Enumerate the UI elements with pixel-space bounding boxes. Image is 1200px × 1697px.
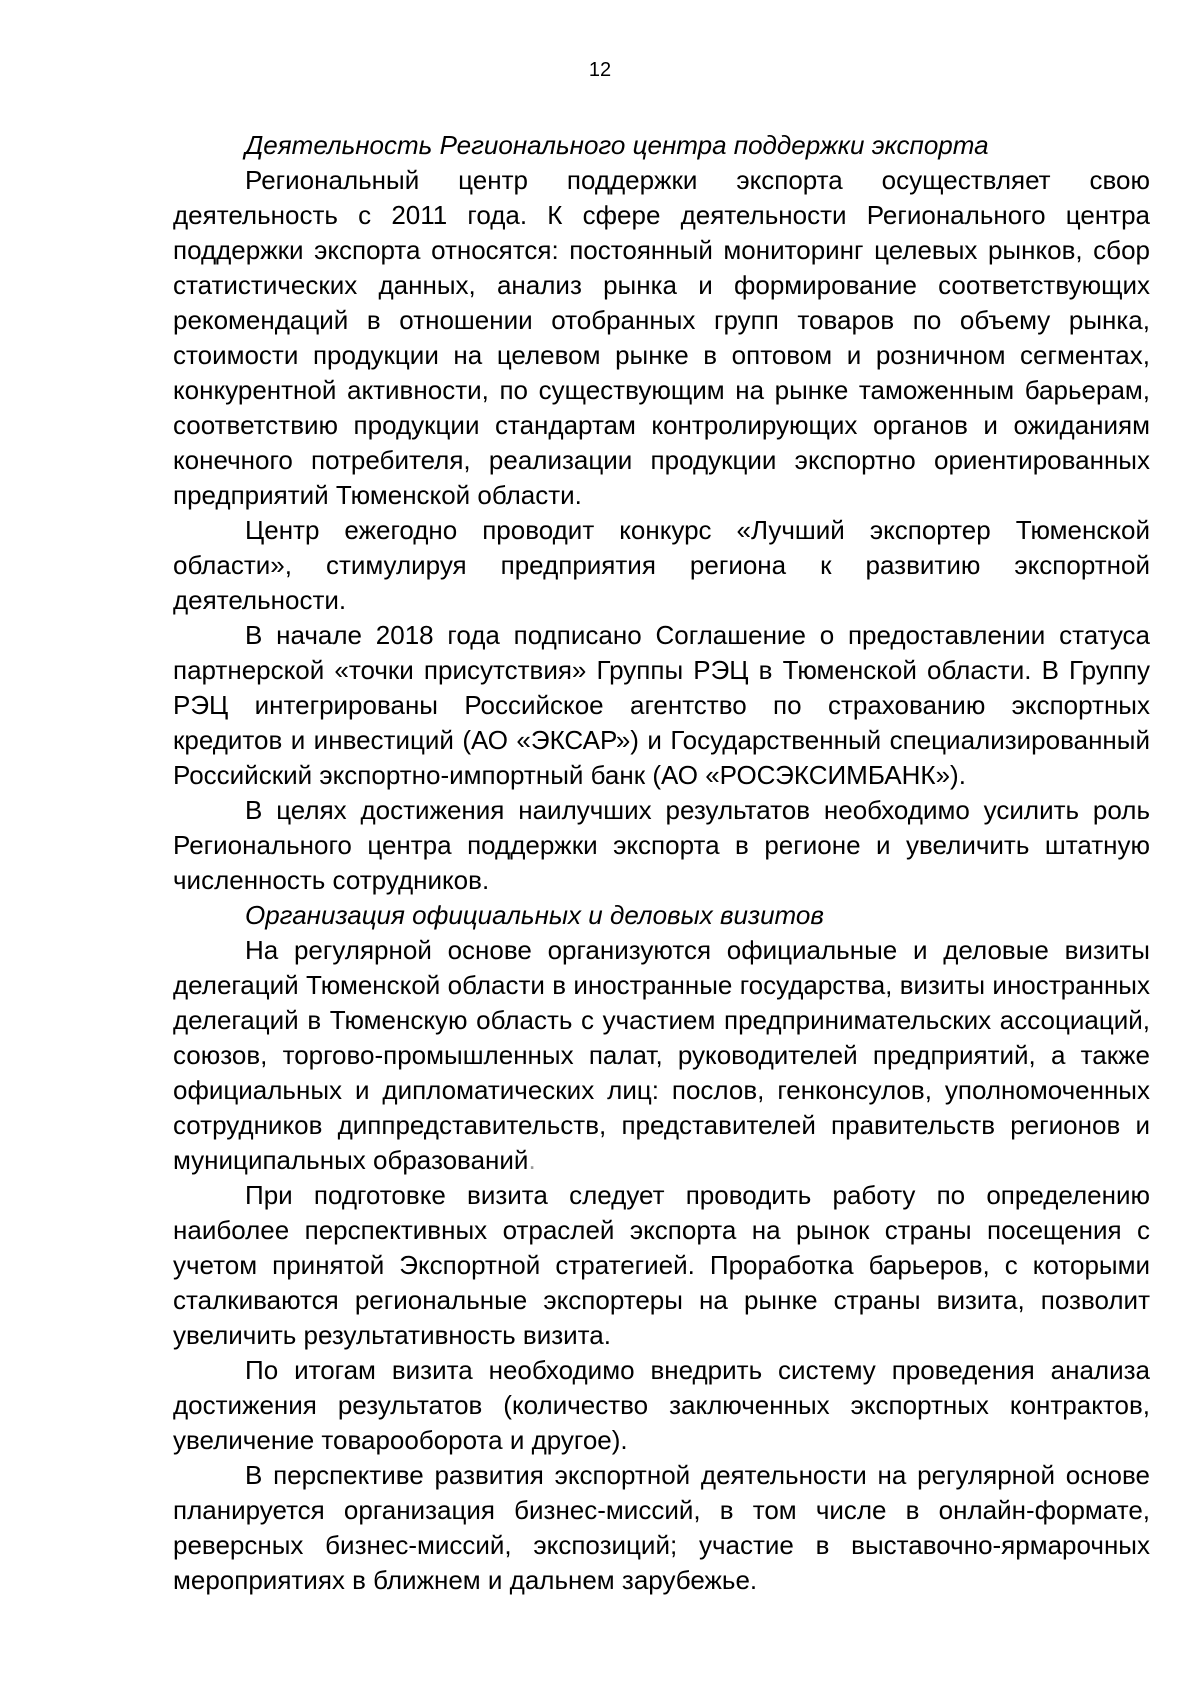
trailing-period: . xyxy=(528,1145,536,1175)
page-number: 12 xyxy=(588,59,612,81)
paragraph-visit-results-analysis: По итогам визита необходимо внедрить систему проведения анализа достижения результатов (количество заключенных экспортных контрактов, увеличение товарооборота и другое). xyxy=(173,1355,1150,1455)
paragraph-business-missions: В перспективе развития экспортной деятельности на регулярной основе планируется организация бизнес-миссий, в том числе в онлайн-формате, реверсных бизнес-миссий, экспозиций; участие в выставочно-ярмарочных мероприятиях в ближнем и дальнем зарубежье. xyxy=(173,1460,1150,1595)
paragraph-staff-increase: В целях достижения наилучших результатов необходимо усилить роль Регионального центра поддержки экспорта в регионе и увеличить штатную численность сотрудников. xyxy=(173,795,1150,895)
paragraph-rec-agreement: В начале 2018 года подписано Соглашение о предоставлении статуса партнерской «точки присутствия» Группы РЭЦ в Тюменской области. В Группу РЭЦ интегрированы Российское агентство по страхованию экспортных кредитов и инвестиций (АО «ЭКСАР») и Государственный специализированный Российский экспортно-импортный банк (АО «РОСЭКСИМБАНК»). xyxy=(173,620,1150,790)
section-heading-export-center: Деятельность Регионального центра поддержки экспорта xyxy=(245,130,989,160)
paragraph-visit-preparation: При подготовке визита следует проводить работу по определению наиболее перспективных отраслей экспорта на рынок страны посещения с учетом принятой Экспортной стратегией. Проработка барьеров, с которыми сталкиваются региональные экспортеры на рынке страны визита, позволит увеличить результативность визита. xyxy=(173,1180,1150,1350)
paragraph-export-center-activity: Региональный центр поддержки экспорта осуществляет свою деятельность с 2011 года. К сфере деятельности Регионального центра поддержки экспорта относятся: постоянный мониторинг целевых рынков, сбор статистических данных, анализ рынка и формирование соответствующих рекомендаций в отношении отобранных групп товаров по объему рынка, стоимости продукции на целевом рынке в оптовом и розничном сегментах, конкурентной активности, по существующим на рынке таможенным барьерам, соответствию продукции стандартам контролирующих органов и ожиданиям конечного потребителя, реализации продукции экспортно ориентированных предприятий Тюменской области. xyxy=(173,165,1150,510)
section-heading-official-visits: Организация официальных и деловых визитов xyxy=(245,900,824,930)
paragraph-delegation-visits xyxy=(173,933,1150,1178)
paragraph-best-exporter-contest: Центр ежегодно проводит конкурс «Лучший экспортер Тюменской области», стимулируя предприятия региона к развитию экспортной деятельности. xyxy=(173,515,1150,615)
document-body xyxy=(173,128,1150,1598)
paragraph-delegation-visits-text: На регулярной основе организуются официальные и деловые визиты делегаций Тюменской области в иностранные государства, визиты иностранных делегаций в Тюменскую область с участием предпринимательских ассоциаций, союзов, торгово-промышленных палат, руководителей предприятий, а также официальных и дипломатических лиц: послов, генконсулов, уполномоченных сотрудников диппредставительств, представителей правительств регионов и муниципальных образований xyxy=(173,935,1150,1175)
